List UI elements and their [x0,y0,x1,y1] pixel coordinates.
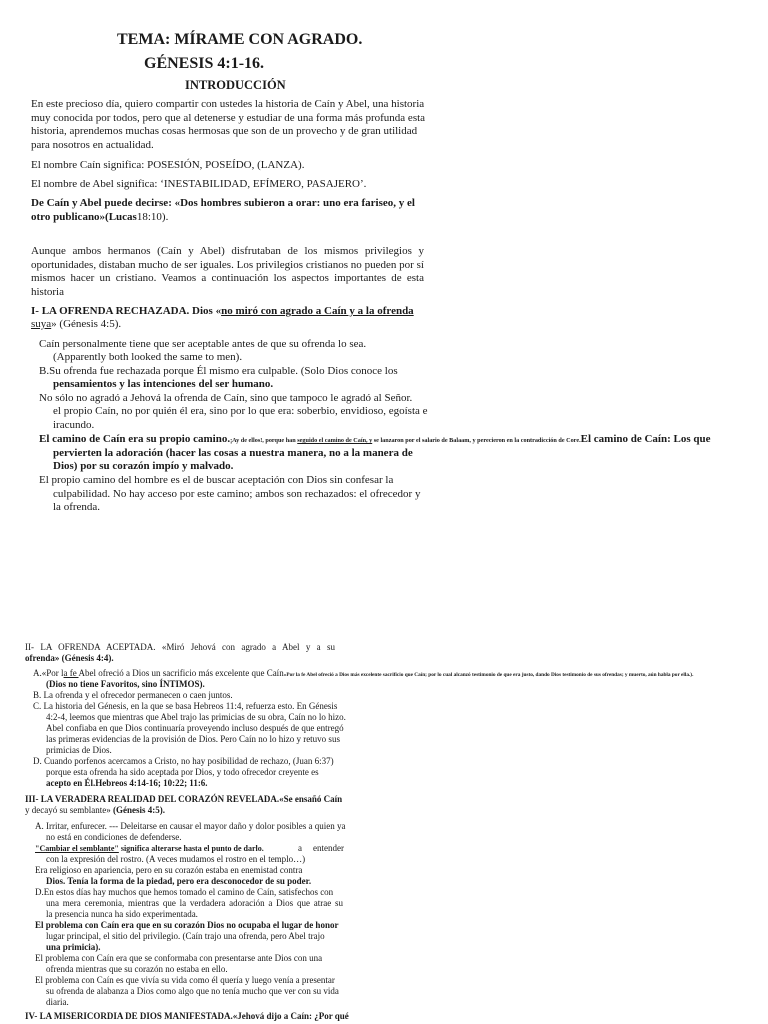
section-3-point-a-line-3 [35,843,264,854]
jude-quote-b: se lanzaron por el salario de Balaam, y perecieron en la contradicción de Core. [372,437,581,444]
section-1-heading-ref: » (Génesis 4:5). [51,318,122,330]
section-2-point-b: B. La ofrenda y el ofrecedor permanecen o caen juntos. [33,690,233,700]
section-1-heading-suya: suya [31,318,52,330]
intro-paragraph-1: En este precioso día, quiero compartir con ustedes la historia de Caín y Abel, una historia muy conocida por todos, pero que al detenerse y estudiar de una forma más profunda esta historia, aprendemos muchas cosas hermosas que son de un provecho y de gran utilidad para nosotros en actualidad. [31,98,426,151]
section-3-point-g-line-2: su ofrenda de alabanza a Dios como algo que no tenía mucho que ver con su vida [46,986,339,996]
section-3-heading-ref: (Génesis 4:5). [112,805,165,815]
jude-quote-a: ¡Ay de ellos!, porque han [230,437,298,444]
section-2-point-c-line-2: 4:2-4, leemos que mientras que Abel trajo las primicias de su obra, Caín no lo hizo. [46,712,346,722]
section-3-heading: III- LA VERADERA REALIDAD DEL CORAZÓN REVELADA.«Se ensañó Caín [25,794,343,804]
section-1-heading-quote: no miró con agrado a Caín y a la ofrenda [221,305,414,317]
section-1-point-a-note: (Apparently both looked the same to men). [53,351,243,363]
section-3-point-b-line-2: Dios. Tenía la forma de la piedad, pero era desconocedor de su poder. [46,876,312,886]
section-2-point-c-line-4: las primeras evidencias de la provisión de Dios. Pero Caín no lo hizo y retuvo sus [46,734,340,744]
section-1-point-d-cont: pervierten la adoración (hacer las cosas a nuestra manera, no a la manera de [53,447,413,459]
cambiar-semblante-def: significa alterarse hasta el punto de darlo. [118,844,264,853]
intro-paragraph-5: Aunque ambos hermanos (Caín y Abel) disfrutaban de los mismos privilegios y oportunidades, distaban mucho de ser iguales. Los privilegios cristianos no pueden por sí mismos hacer un cristiano. Veamos a continuación los aspectos importantes de esta historia [31,245,424,298]
scripture-reference: GÉNESIS 4:1-16. [144,55,265,72]
section-1-heading-line-2 [31,318,121,332]
intro-quote: De Caín y Abel puede decirse: «Dos hombres subieron a orar: uno era fariseo, y el otro publicano»(Lucas [31,197,415,223]
section-3-heading-line-2 [25,805,165,816]
section-1-point-d-lead: El camino de Caín era su propio camino. [39,433,231,445]
section-2-heading-ref: ofrenda» (Génesis 4:4). [25,653,114,663]
section-3-point-b: Era religioso en apariencia, pero en su corazón estaba en enemistad contra [35,865,303,875]
section-2-point-d: D. Cuando porfenos acercamos a Cristo, no hay posibilidad de rechazo, (Juan 6:37) [33,756,334,766]
section-1-point-e-cont: culpabilidad. No hay acceso por este camino; ambos son rechazados: el ofrecedor y [53,488,421,500]
cambiar-semblante-term: "Cambiar el semblante" [35,844,119,853]
section-2-point-a-fe: a fe [63,668,79,678]
section-3-point-e-line-3: una primicia). [46,942,101,952]
section-2-heading: II- LA OFRENDA ACEPTADA. «Miró Jehová con agrado a Abel y a su [25,642,335,652]
section-1-point-a: Caín personalmente tiene que ser aceptable antes de que su ofrenda lo sea. [39,338,367,350]
section-1-point-b: B.Su ofrenda fue rechazada porque Él mismo era culpable. (Solo Dios conoce los [39,365,398,377]
section-2-point-c-line-5: primicias de Dios. [46,745,112,755]
section-3-point-g: El problema con Caín es que vivía su vida como él quería y luego venía a presentar [35,975,335,985]
section-3-point-e-line-2: lugar principal, el sitio del privilegio. (Caín trajo una ofrenda, pero Abel trajo [46,931,325,941]
hebrews-quote: «Por la fe Abel ofreció a Dios más excelente sacrificio que Caín; por lo cual alcanzó testimonio de que era justo, dando Dios testimonio de sus ofrendas; y muerto, aún habla por ella.). [283,672,694,678]
section-1-point-c-cont: el propio Caín, no por quién él era, sino por lo que era: soberbio, envidioso, egoísta e [53,405,428,417]
abel-meaning: El nombre de Abel significa: ‘INESTABILIDAD, EFÍMERO, PASAJERO’. [31,178,367,190]
section-3-point-a-entender: entender [313,843,344,853]
section-1-point-e: El propio camino del hombre es el de buscar aceptación con Dios sin confesar la [39,474,394,486]
section-1-point-c: No sólo no agradó a Jehová la ofrenda de Caín, sino que tampoco le agradó al Señor. [39,392,413,404]
section-1-heading-lead: I- LA OFRENDA RECHAZADA. Dios « [31,305,222,317]
section-2-point-a-lead: A.«Por l [33,668,64,678]
section-2-point-a-text: Abel ofreció a Dios un sacrificio más excelente que Caín [78,668,284,678]
section-1-point-d [39,433,711,448]
section-3-point-a: A. Irritar, enfurecer. --- Deleitarse en causar el mayor daño y dolor posibles a quien ya [35,821,346,831]
section-3-heading-text: y decayó su semblante» [25,805,113,815]
section-2-point-d-ref: acepto en Él.Hebreos 4:14-16; 10:22; 11:6. [46,778,208,788]
jude-quote-underlined: seguido el camino de Caín, y [297,437,373,444]
section-3-point-d: D.En estos días hay muchos que hemos tomado el camino de Caín, satisfechos con [35,887,334,897]
section-2-point-d-line-2: porque esta ofrenda ha sido aceptada por Dios, y todo ofrecedor creyente es [46,767,319,777]
section-1-point-d-tail: El camino de Caín: Los que [580,433,711,445]
section-1-point-b-cont: pensamientos y las intenciones del ser humano. [53,378,274,390]
section-2-point-c-line-3: Abel confiaba en que Dios continuaría proveyendo incluso después de que entregó [46,723,344,733]
page-title: TEMA: MÍRAME CON AGRADO. [117,31,363,48]
section-3-point-d-line-2: una mera ceremonia, mientras que la verdadera adoración a Dios que atrae su [46,898,343,908]
section-4-heading: IV- LA MISERICORDIA DE DIOS MANIFESTADA.«Jehová dijo a Caín: ¿Por qué [25,1011,349,1021]
section-3-point-a-line-4: con la expresión del rostro. (A veces mudamos el rostro en el templo…) [46,854,306,864]
section-1-heading [31,305,414,319]
section-3-point-f: El problema con Caín era que se conformaba con presentarse ante Dios con una [35,953,323,963]
section-1-point-c-end: iracundo. [53,419,95,431]
section-3-point-e: El problema con Caín era que en su corazón Dios no ocupaba el lugar de honor [35,920,339,930]
intro-paragraph-4 [31,197,429,224]
section-2-point-c: C. La historia del Génesis, en la que se basa Hebreos 11:4, refuerza esto. En Génesis [33,701,338,711]
section-3-point-g-line-3: diaria. [46,997,69,1007]
section-1-point-d-end: Dios) por su corazón impío y malvado. [53,460,234,472]
section-1-point-e-end: la ofrenda. [53,501,101,513]
section-3-point-f-line-2: ofrenda mientras que su corazón no estaba en ello. [46,964,228,974]
section-2-point-a-note: (Dios no tiene Favoritos, sino ÍNTIMOS). [46,679,205,689]
section-3-point-d-line-3: la presencia nunca ha sido experimentada. [46,909,198,919]
section-3-point-a-line-2: no está en condiciones de defenderse. [46,832,182,842]
intro-heading: INTRODUCCIÓN [185,78,286,92]
section-3-point-a-a: a [298,843,302,853]
intro-quote-ref: 18:10). [136,210,169,223]
cain-meaning: El nombre Caín significa: POSESIÓN, POSEÍDO, (LANZA). [31,159,305,171]
